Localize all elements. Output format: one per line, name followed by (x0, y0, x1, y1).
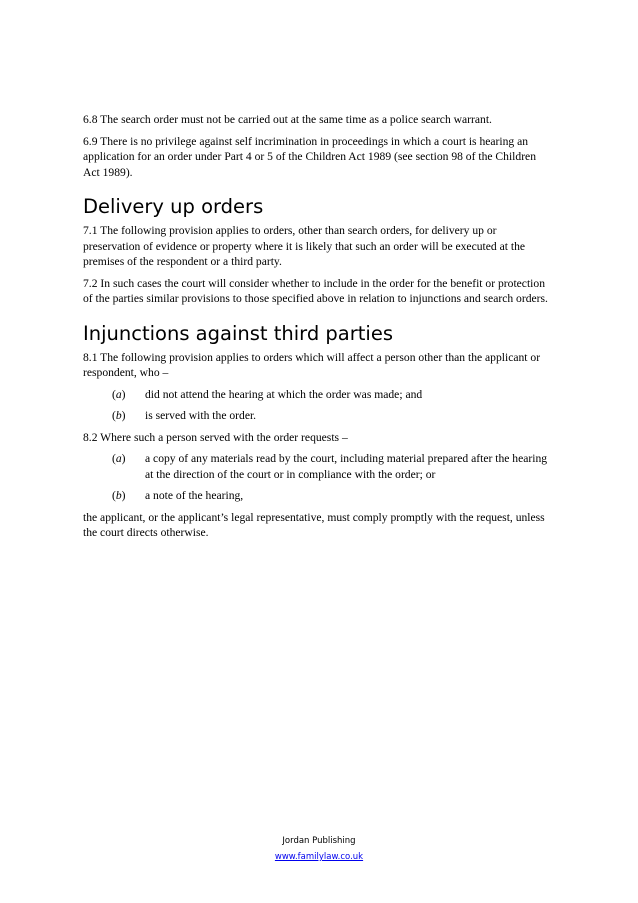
paragraph-8-2: 8.2 Where such a person served with the order requests – (83, 430, 348, 444)
list-item-label: (b) (112, 489, 126, 502)
paragraph-8-2-tail: the applicant, or the applicant’s legal representative, must comply promptly with the request, unless the court directs otherwise. (83, 510, 545, 539)
list-item (83, 408, 553, 424)
paragraph-8-1: 8.1 The following provision applies to orders which will affect a person other than the applicant or respondent, who – (83, 350, 541, 379)
list-item-text: a copy of any materials read by the court, including material prepared after the hearing at the direction of the court or in compliance with the order; or (145, 452, 548, 481)
list-item-label: (b) (112, 409, 126, 422)
footer-publisher: Jordan Publishing (282, 836, 356, 846)
paragraph-6-9: 6.9 There is no privilege against self incrimination in proceedings in which a court is hearing an application for an order under Part 4 or 5 of the Children Act 1989 (see section 98 of the Children Act 1989). (83, 134, 536, 179)
list-item-label: (a) (112, 387, 126, 401)
document-body (83, 112, 553, 547)
heading-injunctions-third-parties: Injunctions against third parties (83, 321, 393, 345)
paragraph-6-8: 6.8 The search order must not be carried out at the same time as a police search warrant. (83, 113, 492, 126)
footer-website-link[interactable]: www.familylaw.co.uk (274, 852, 364, 862)
list-item (83, 387, 553, 403)
list-item-text: did not attend the hearing at which the order was made; and (145, 387, 423, 401)
list-item (83, 451, 553, 482)
list-item-text: is served with the order. (145, 409, 257, 422)
list-item (83, 488, 553, 504)
paragraph-7-1: 7.1 The following provision applies to orders, other than search orders, for delivery up or preservation of evidence or property where it is likely that such an order will be executed at the premises of the respondent or a third party. (83, 224, 526, 268)
list-item-text: a note of the hearing, (145, 489, 244, 502)
paragraph-7-2: 7.2 In such cases the court will consider whether to include in the order for the benefit or protection of the parties similar provisions to those specified above in relation to injunctions and search orders. (83, 276, 548, 305)
heading-delivery-up-orders: Delivery up orders (83, 195, 264, 218)
list-item-label: (a) (112, 452, 126, 465)
page-footer (0, 833, 638, 865)
